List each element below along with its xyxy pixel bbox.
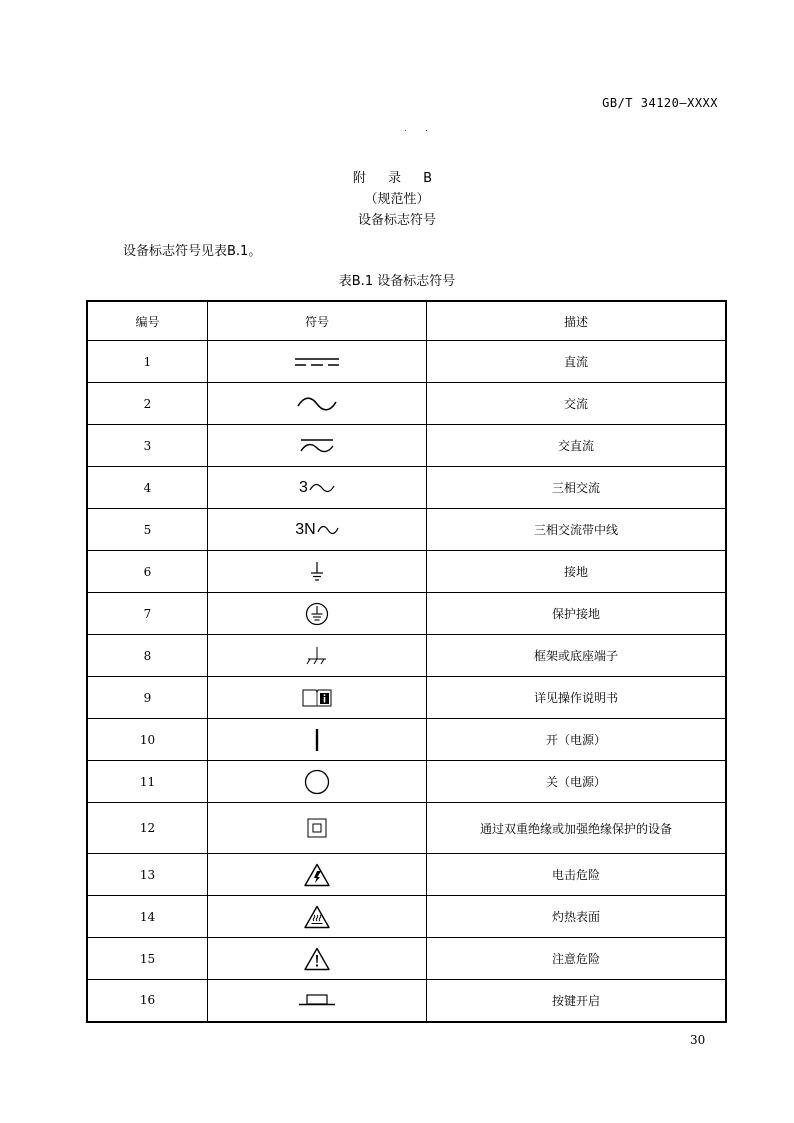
- row-description: 开（电源）: [427, 719, 727, 761]
- intro-paragraph: 设备标志符号见表B.1。: [123, 244, 262, 259]
- ac-dc-icon: [299, 437, 335, 455]
- read-manual-icon: [302, 688, 332, 708]
- ac-wave-icon: [317, 524, 339, 536]
- row-description: 交直流: [427, 425, 727, 467]
- table-row: [87, 896, 726, 938]
- row-description: 直流: [427, 341, 727, 383]
- row-description: 关（电源）: [427, 761, 727, 803]
- row-number: 11: [87, 761, 208, 803]
- protective-earth-icon: [305, 602, 329, 626]
- appendix-name: 设备标志符号: [357, 213, 436, 228]
- table-row: [87, 803, 726, 854]
- header-symbol: 符号: [208, 301, 427, 341]
- table-row: [87, 509, 726, 551]
- row-description: 交流: [427, 383, 727, 425]
- power-off-icon: [304, 769, 330, 795]
- row-description: 三相交流带中线: [427, 509, 727, 551]
- appendix-nature: （规范性）: [364, 192, 430, 207]
- row-description: 注意危险: [427, 938, 727, 980]
- appendix-title: 附 录 B: [352, 171, 442, 186]
- table-row: [87, 551, 726, 593]
- row-number: 7: [87, 593, 208, 635]
- row-number: 6: [87, 551, 208, 593]
- row-number: 2: [87, 383, 208, 425]
- frame-ground-icon: [306, 645, 328, 667]
- row-number: 3: [87, 425, 208, 467]
- row-description: 接地: [427, 551, 727, 593]
- table-row: [87, 341, 726, 383]
- row-number: 14: [87, 896, 208, 938]
- header-dots: . .: [404, 124, 436, 133]
- table-row: [87, 383, 726, 425]
- row-number: 4: [87, 467, 208, 509]
- table-row: [87, 467, 726, 509]
- table-row: [87, 980, 726, 1022]
- table-row: [87, 854, 726, 896]
- row-description: 电击危险: [427, 854, 727, 896]
- row-number: 16: [87, 980, 208, 1022]
- table-row: [87, 635, 726, 677]
- row-description: 通过双重绝缘或加强绝缘保护的设备: [427, 803, 727, 854]
- row-description: 框架或底座端子: [427, 635, 727, 677]
- row-number: 9: [87, 677, 208, 719]
- row-number: 10: [87, 719, 208, 761]
- table-row: [87, 938, 726, 980]
- header-description: 描述: [427, 301, 727, 341]
- row-number: 15: [87, 938, 208, 980]
- hot-surface-warning-icon: [304, 905, 330, 929]
- electric-shock-warning-icon: [304, 863, 330, 887]
- direct-current-icon: [294, 356, 340, 368]
- row-number: 12: [87, 803, 208, 854]
- push-button-icon: [298, 993, 336, 1007]
- three-phase-ac-icon: [299, 479, 335, 497]
- row-description: 三相交流: [427, 467, 727, 509]
- alternating-current-icon: [296, 396, 338, 412]
- three-phase-neutral-ac-icon: [295, 521, 338, 539]
- appendix-heading: [0, 168, 794, 231]
- three-phase-label: 3: [299, 478, 308, 496]
- row-description: 详见操作说明书: [427, 677, 727, 719]
- row-number: 5: [87, 509, 208, 551]
- earth-ground-icon: [310, 561, 324, 583]
- row-number: 13: [87, 854, 208, 896]
- row-description: 按键开启: [427, 980, 727, 1022]
- table-header-row: [87, 301, 726, 341]
- double-insulation-icon: [307, 818, 327, 838]
- symbol-table: [86, 300, 727, 1023]
- ac-wave-icon: [309, 482, 335, 494]
- document-code: GB/T 34120—XXXX: [602, 96, 718, 110]
- power-on-icon: [314, 728, 320, 752]
- table-row: [87, 593, 726, 635]
- caution-warning-icon: [304, 947, 330, 971]
- table-row: [87, 677, 726, 719]
- row-number: 8: [87, 635, 208, 677]
- table-row: [87, 719, 726, 761]
- header-number: 编号: [87, 301, 208, 341]
- table-caption: 表B.1 设备标志符号: [338, 274, 456, 289]
- row-description: 灼热表面: [427, 896, 727, 938]
- table-row: [87, 761, 726, 803]
- row-description: 保护接地: [427, 593, 727, 635]
- three-phase-neutral-label: 3N: [295, 520, 316, 538]
- row-number: 1: [87, 341, 208, 383]
- page-number: 30: [690, 1033, 706, 1047]
- table-row: [87, 425, 726, 467]
